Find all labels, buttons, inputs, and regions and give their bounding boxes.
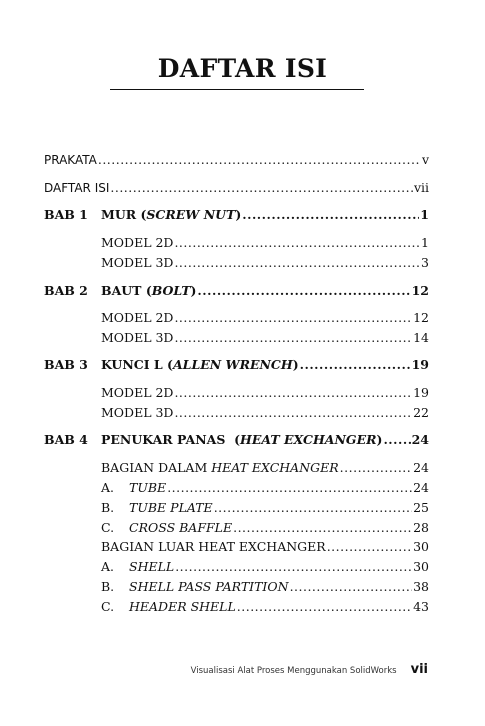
toc-label: PRAKATA xyxy=(44,153,97,167)
toc-page: 12 xyxy=(413,310,429,325)
toc-page: 24 xyxy=(411,432,429,447)
toc-page: 30 xyxy=(413,539,429,554)
toc-page: 24 xyxy=(413,460,429,475)
toc-entry-bab1-model-2d[interactable] xyxy=(101,235,429,251)
dot-leader xyxy=(340,460,412,476)
footer-book-title: Visualisasi Alat Proses Menggunakan SolidWorks xyxy=(190,666,397,676)
toc-entry-bab1[interactable] xyxy=(101,207,429,223)
toc-page: v xyxy=(421,152,429,167)
toc-label: MUR (SCREW NUT) xyxy=(101,207,242,222)
list-marker: A. xyxy=(101,480,115,495)
toc-label: MODEL 3D xyxy=(101,330,174,345)
toc-entry-header-shell[interactable] xyxy=(129,599,429,615)
toc-page: 1 xyxy=(421,235,429,250)
toc-page: 14 xyxy=(413,330,429,345)
dot-leader xyxy=(174,405,412,421)
toc-label: TUBE PLATE xyxy=(129,500,213,515)
toc-label: MODEL 3D xyxy=(101,255,174,270)
toc-label: BAGIAN LUAR HEAT EXCHANGER xyxy=(101,539,326,554)
toc-entry-bab2-model-3d[interactable] xyxy=(101,330,429,346)
toc-entry-bab1-model-3d[interactable] xyxy=(101,255,429,271)
toc-entry-bagian-dalam[interactable] xyxy=(101,460,429,476)
toc-page: 38 xyxy=(413,579,429,594)
toc-page: 30 xyxy=(413,559,429,574)
toc-label: MODEL 2D xyxy=(101,385,174,400)
dot-leader xyxy=(383,432,410,448)
list-marker: C. xyxy=(101,599,115,614)
toc-label: BAUT (BOLT) xyxy=(101,283,197,298)
dot-leader xyxy=(242,207,419,223)
chapter-number: BAB 4 xyxy=(44,432,88,447)
dot-leader xyxy=(174,235,420,251)
toc-page: 22 xyxy=(413,405,429,420)
dot-leader xyxy=(167,480,412,496)
toc-page: 43 xyxy=(413,599,429,614)
toc-entry-tube-plate[interactable] xyxy=(129,500,429,516)
toc-entry-prakata[interactable] xyxy=(44,152,429,168)
toc-page: vii xyxy=(413,180,429,195)
toc-label: CROSS BAFFLE xyxy=(129,520,233,535)
toc-label: TUBE xyxy=(129,480,167,495)
toc-entry-bab3-model-2d[interactable] xyxy=(101,385,429,401)
toc-page: 24 xyxy=(413,480,429,495)
chapter-number: BAB 2 xyxy=(44,283,88,298)
toc-label: SHELL xyxy=(129,559,175,574)
toc-label: MODEL 3D xyxy=(101,405,174,420)
title-underline xyxy=(110,89,364,90)
toc-label: HEADER SHELL xyxy=(129,599,236,614)
dot-leader xyxy=(237,599,412,615)
toc-label: MODEL 2D xyxy=(101,235,174,250)
list-marker: C. xyxy=(101,520,115,535)
dot-leader xyxy=(197,283,410,299)
footer-page-number: vii xyxy=(410,662,428,677)
page-footer xyxy=(191,662,428,677)
dot-leader xyxy=(300,357,411,373)
toc-entry-bab4[interactable] xyxy=(101,432,429,448)
chapter-number: BAB 1 xyxy=(44,207,88,222)
toc-entry-bab3[interactable] xyxy=(101,357,429,373)
dot-leader xyxy=(175,559,412,575)
toc-entry-bab2-model-2d[interactable] xyxy=(101,310,429,326)
toc-label: SHELL PASS PARTITION xyxy=(129,579,289,594)
dot-leader xyxy=(214,500,412,516)
toc-entry-shell-pass-partition[interactable] xyxy=(129,579,429,595)
toc-label: MODEL 2D xyxy=(101,310,174,325)
dot-leader xyxy=(110,180,413,196)
toc-entry-cross-baffle[interactable] xyxy=(129,520,429,536)
toc-label: BAGIAN DALAM HEAT EXCHANGER xyxy=(101,460,339,475)
toc-page: 12 xyxy=(411,283,429,298)
toc-page: 28 xyxy=(413,520,429,535)
toc-label: PENUKAR PANAS (HEAT EXCHANGER) xyxy=(101,432,383,447)
dot-leader xyxy=(174,310,412,326)
dot-leader xyxy=(290,579,413,595)
dot-leader xyxy=(327,539,412,555)
toc-entry-bab2[interactable] xyxy=(101,283,429,299)
toc-entry-bagian-luar[interactable] xyxy=(101,539,429,555)
dot-leader xyxy=(174,385,412,401)
toc-page: 25 xyxy=(413,500,429,515)
toc-label: KUNCI L (ALLEN WRENCH) xyxy=(101,357,299,372)
chapter-number: BAB 3 xyxy=(44,357,88,372)
toc-entry-shell[interactable] xyxy=(129,559,429,575)
toc-page: 19 xyxy=(411,357,429,372)
list-marker: B. xyxy=(101,500,115,515)
toc-entry-tube[interactable] xyxy=(129,480,429,496)
list-marker: B. xyxy=(101,579,115,594)
dot-leader xyxy=(174,330,412,346)
toc-entry-bab3-model-3d[interactable] xyxy=(101,405,429,421)
toc-page: 19 xyxy=(413,385,429,400)
list-marker: A. xyxy=(101,559,115,574)
dot-leader xyxy=(98,152,421,168)
toc-entry-daftar-isi[interactable] xyxy=(44,180,429,196)
toc-page: 3 xyxy=(421,255,429,270)
dot-leader xyxy=(233,520,412,536)
dot-leader xyxy=(174,255,420,271)
toc-label: DAFTAR ISI xyxy=(44,181,110,195)
page-title: DAFTAR ISI xyxy=(157,54,328,83)
toc-page: 1 xyxy=(420,207,429,222)
